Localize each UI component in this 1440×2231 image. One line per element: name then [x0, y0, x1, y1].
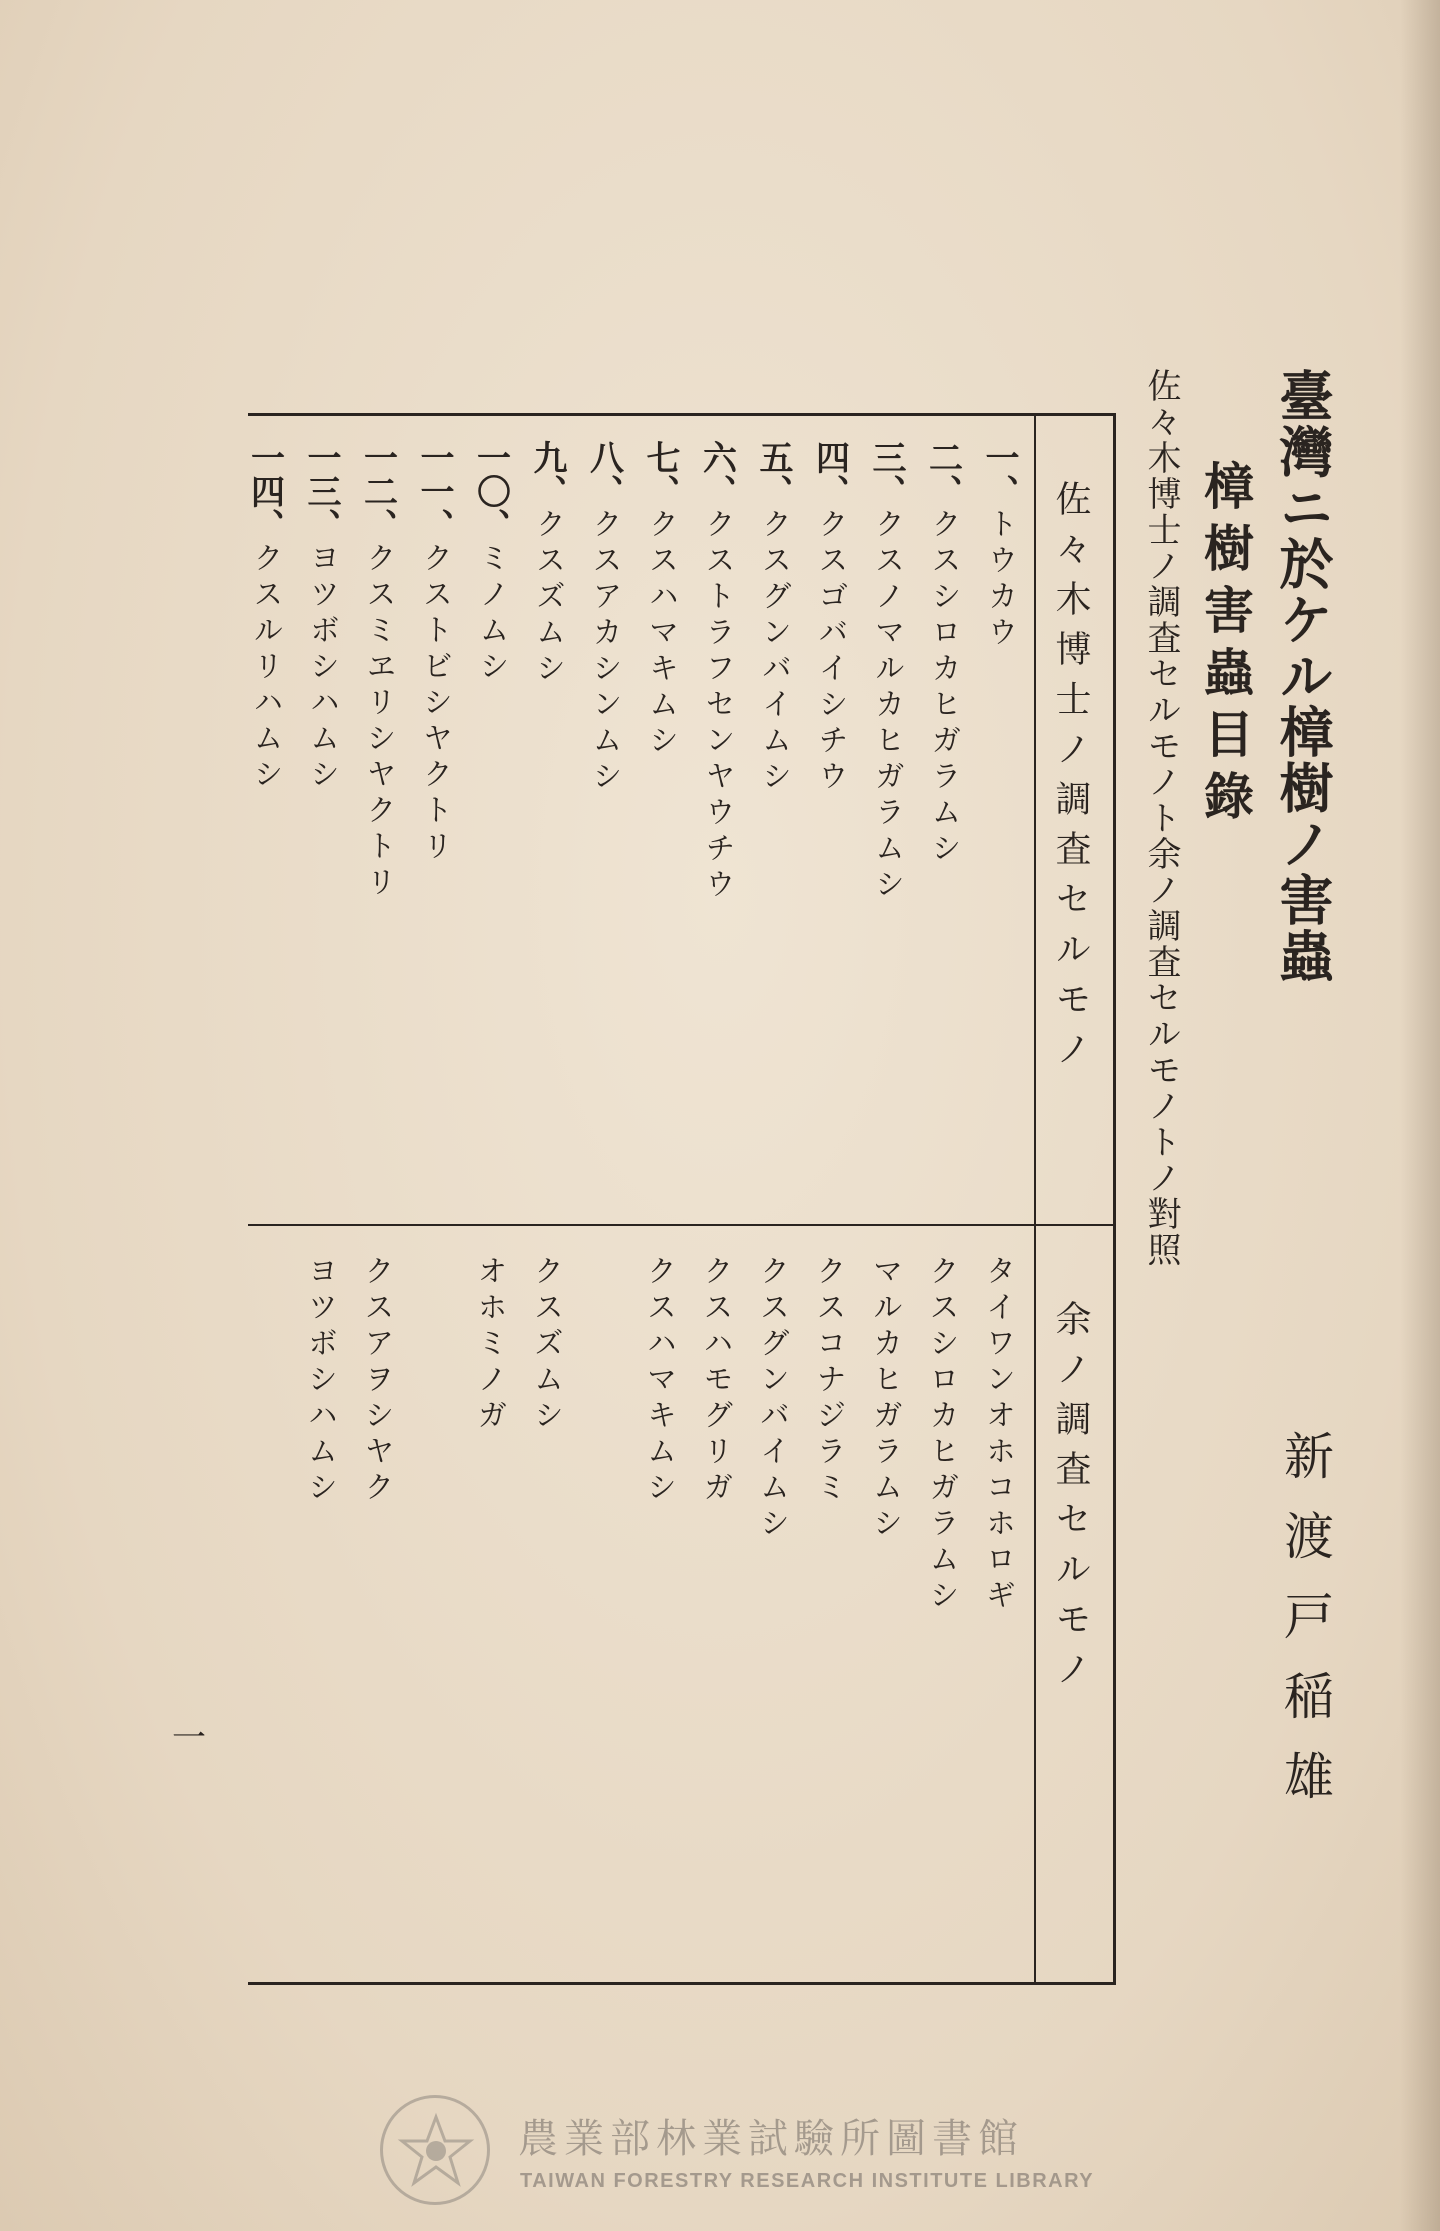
sasaki-column-header: 佐々木博士ノ調査セルモノ — [1050, 480, 1091, 1080]
sasaki-entry — [357, 440, 398, 902]
entry-name: クスノマルカヒガラムシ — [869, 508, 904, 904]
table-right-rule-outer — [1113, 413, 1116, 1985]
author-entry: クスコナジラミ — [810, 1255, 846, 1507]
entry-name: クスミヱリシヤクトリ — [360, 542, 396, 902]
author-column-header: 余ノ調査セルモノ — [1050, 1300, 1091, 1700]
entry-number: 一四、 — [244, 440, 285, 542]
table-middle-rule — [248, 1224, 1114, 1226]
entry-name: クストビシヤクトリ — [417, 542, 452, 866]
sasaki-entry — [753, 440, 793, 796]
sasaki-entry — [527, 440, 567, 688]
entry-number: 三、 — [866, 440, 906, 508]
author-entry: オホミノガ — [471, 1255, 507, 1435]
entry-number: 九、 — [527, 440, 567, 508]
sasaki-entry — [414, 440, 454, 866]
author-entry: ヨツボシハムシ — [302, 1255, 337, 1507]
document-subtitle: 樟樹害蟲目錄 — [1196, 460, 1255, 832]
library-watermark — [380, 2095, 1100, 2215]
sasaki-entry — [470, 440, 511, 686]
entry-name: クスシロカヒガラムシ — [925, 508, 961, 868]
entry-name: クスルリハムシ — [247, 542, 283, 794]
author-entry: マルカヒガラムシ — [867, 1255, 902, 1543]
sasaki-entry — [866, 440, 906, 904]
author-entry: クスズムシ — [528, 1255, 563, 1435]
entry-number: 四、 — [809, 440, 850, 508]
table-bottom-rule — [248, 1982, 1116, 1985]
entry-name: ヨツボシハムシ — [304, 542, 339, 794]
entry-number: 二、 — [922, 440, 963, 508]
library-seal-icon — [380, 2095, 490, 2205]
entry-number: 一一、 — [414, 440, 454, 542]
entry-number: 一、 — [979, 440, 1019, 508]
page-number: 一 — [172, 1718, 206, 1758]
entry-number: 六、 — [696, 440, 737, 508]
document-title: 臺灣ニ於ケル樟樹ノ害蟲 — [1271, 368, 1335, 984]
entry-name: ミノムシ — [473, 542, 509, 686]
entry-name: クストラフセンヤウチウ — [699, 508, 735, 904]
entry-name: クスアカシンムシ — [586, 508, 622, 796]
sasaki-entry — [301, 440, 341, 794]
author-entry: タイワンオホコホロギ — [980, 1255, 1015, 1615]
library-name-chinese: 農業部林業試驗所圖書館 — [518, 2116, 1024, 2162]
sasaki-entry — [922, 440, 963, 868]
entry-name: クスズムシ — [530, 508, 565, 688]
author-name: 新渡戸稲雄 — [1276, 1430, 1334, 1830]
entry-name: トウカウ — [982, 508, 1017, 652]
sasaki-entry — [809, 440, 850, 796]
entry-number: 七、 — [640, 440, 680, 508]
sasaki-entry — [979, 440, 1019, 652]
library-name-english: TAIWAN FORESTRY RESEARCH INSTITUTE LIBRARY — [520, 2170, 1095, 2192]
author-entry: クスアヲシヤク — [358, 1255, 394, 1507]
author-entry: クスシロカヒガラムシ — [923, 1255, 959, 1615]
entry-number: 一三、 — [301, 440, 341, 542]
author-entry: クスハモグリガ — [697, 1255, 733, 1507]
entry-number: 五、 — [753, 440, 793, 508]
author-entry: クスハマキムシ — [641, 1255, 676, 1507]
sasaki-entry — [583, 440, 624, 796]
sasaki-entry — [244, 440, 285, 794]
comparison-heading: 佐々木博士ノ調査セルモノト余ノ調査セルモノトノ對照 — [1141, 368, 1181, 1268]
sasaki-entry — [640, 440, 680, 760]
entry-name: クスハマキムシ — [643, 508, 678, 760]
entry-number: 八、 — [583, 440, 624, 508]
entry-name: クスグンバイムシ — [756, 508, 791, 796]
entry-name: クスゴバイシチウ — [812, 508, 848, 796]
entry-number: 一〇、 — [470, 440, 511, 542]
table-right-rule-inner — [1034, 413, 1036, 1985]
entry-number: 一二、 — [357, 440, 398, 542]
author-entry: クスグンバイムシ — [754, 1255, 789, 1543]
sasaki-entry — [696, 440, 737, 904]
table-top-rule — [248, 413, 1116, 416]
